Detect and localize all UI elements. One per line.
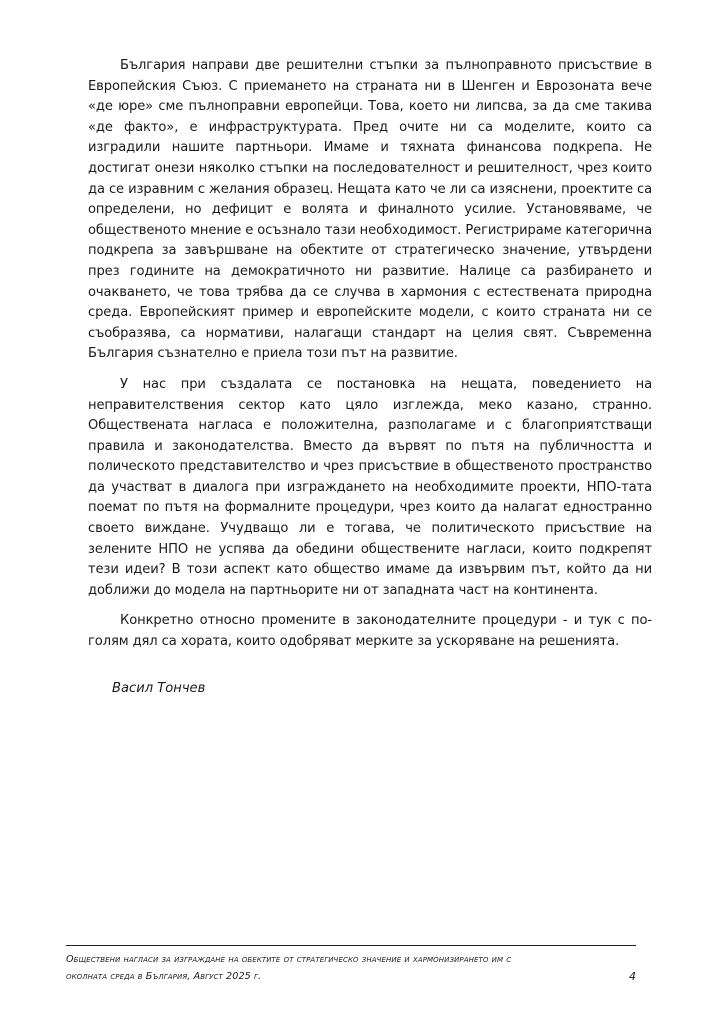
paragraph-2: У нас при създалата се постановка на нещата, поведението на неправителствения сектор като цяло изглежда, меко казано, странно. Обществената нагласа е положителна, разполагаме и с благоприятстващи правила и законодателства. Вместо да вървят по пътя на публичността и полическото представителство и чрез присъствие в общественото пространство да участват в диалога при изграждането на необходимите проекти, НПО-тата поемат по пътя на формалните процедури, чрез които да налагат едностранно своето виждане. Учудващо ли е тогава, че политическото присъствие на зелените НПО не успява да обедини обществените нагласи, които подкрепят тези идеи? В този аспект като общество имаме да извървим път, който да ни доближи до модела на партньорите ни от западната част на континента. [88,376,652,598]
page-number: 4 [629,970,636,983]
document-body [88,56,652,699]
footer-divider [66,945,636,946]
footer-title [66,951,586,985]
author-signature: Васил Тончев [112,680,206,696]
footer-title-line-2: околната среда в България, Август 2025 г. [66,971,262,982]
paragraph-1: България направи две решителни стъпки за пълноправното присъствие в Европейския Съюз. С приемането на страната ни в Шенген и Еврозоната вече «де юре» сме пълноправни европейци. Това, което ни липсва, за да сме такива «де факто», е инфраструктурата. Пред очите ни са моделите, които са изградили нашите партньори. Имаме и тяхната финансова подкрепа. Не достигат онези няколко стъпки на последователност и решителност, чрез които да се изравним с желания образец. Нещата като че ли са изяснени, проектите са определени, но дефицит е волята и финалното усилие. Установяваме, че общественото мнение е осъзнало тази необходимост. Регистрираме категорична подкрепа за завършване на обектите от стратегическо значение, утвърдени през годините на демократичното ни развитие. Налице са разбирането и очакването, че това трябва да се случва в хармония с естествената природна среда. Европейският пример и европейските модели, с които страната ни се съобразява, са нормативи, налагащи стандарт на целия свят. Съвременна България съзнателно е приела този път на развитие. [88,58,653,362]
paragraph-3: Конкретно относно промените в законодателните процедури - и тук с по-голям дял са хората, които одобряват мерките за ускоряване на решенията. [88,613,652,650]
footer-title-line-1: Обществени нагласи за изграждане на обектите от стратегическо значение и хармонизирането им с [66,954,512,965]
